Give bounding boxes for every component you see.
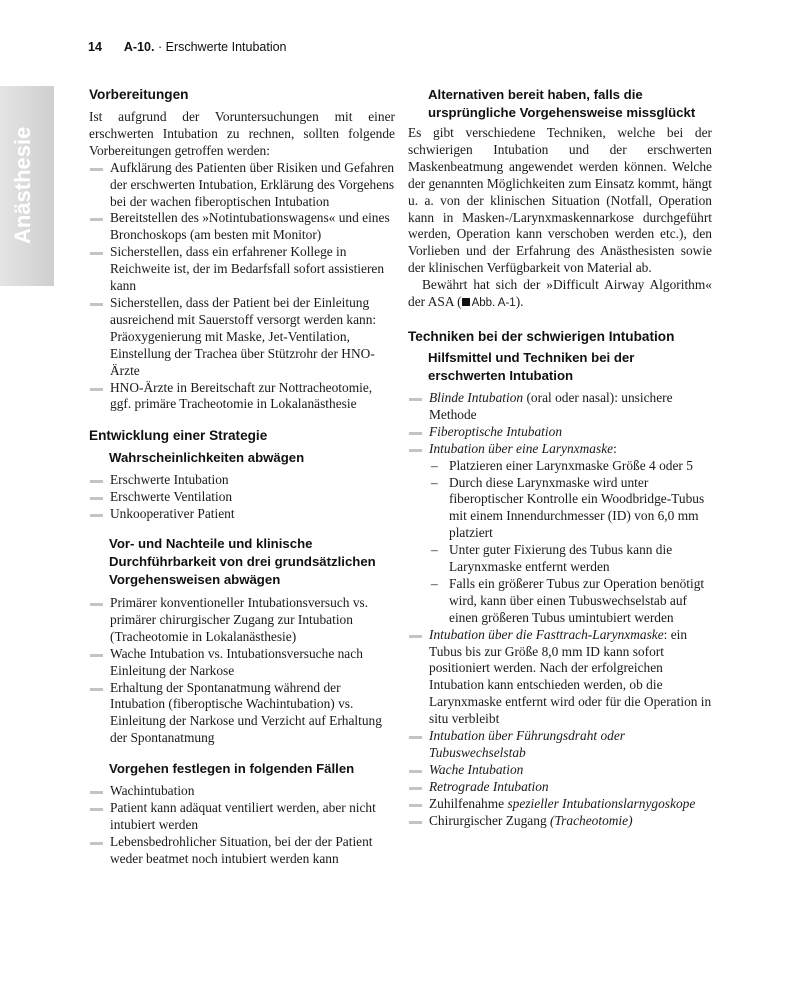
chapter-title: · Erschwerte Intubation [157, 40, 287, 54]
term: Blinde Intubation [429, 389, 524, 405]
list-item [408, 390, 712, 424]
larynxmaske-sublist [429, 458, 712, 627]
list-item [408, 762, 712, 779]
term: Retrograde Intubation [429, 778, 549, 794]
term: Fiberoptische Intubation [429, 423, 563, 439]
term-detail: Chirurgischer Zugang [429, 812, 550, 828]
list-item: Primärer konventioneller Intubationsversuch vs. primärer chirurgischer Zugang zur Intubation (Tracheotomie in Lokalanästhesie) [89, 595, 395, 646]
term: spezieller Intubationslarnygoskope [507, 795, 696, 811]
heading-hilfsmittel: Hilfsmittel und Techniken bei der erschwerten Intubation [428, 349, 635, 383]
list-item [408, 796, 712, 813]
figure-reference-icon [462, 298, 470, 306]
list-item [408, 728, 712, 762]
heading-wahrscheinlichkeiten: Wahrscheinlichkeiten abwägen [109, 450, 305, 466]
list-item: Erhaltung der Spontanatmung während der Intubation (fiberoptische Wachintubation) vs. Einleitung der Narkose und Verzicht auf Erhaltung der Spontanatmung [89, 680, 395, 748]
chapter-number: A-10. [123, 40, 155, 54]
term-detail: (oral oder nasal): unsichere Methode [429, 389, 673, 422]
list-item: Sicherstellen, dass der Patient bei der Einleitung ausreichend mit Sauerstoff versorgt werden kann: Präoxygenierung mit Maske, Jet-Ventilation, Einstellung der Trachea über Stützrohr der HNO-Ärzte [89, 295, 395, 380]
heading-vorgehen-festlegen: Vorgehen festlegen in folgenden Fällen [109, 761, 355, 777]
vorgehen-list [89, 783, 395, 868]
list-item [408, 813, 712, 830]
list-item: Aufklärung des Patienten über Risiken und Gefahren der erschwerten Intubation, Erklärung des Vorgehens bei der wachen fiberoptischen Intubation [89, 160, 395, 211]
list-item [408, 424, 712, 441]
heading-strategie: Entwicklung einer Strategie [89, 428, 268, 444]
list-item [408, 779, 712, 796]
vorgehensweisen-list [89, 595, 395, 747]
vorbereitungen-intro: Ist aufgrund der Voruntersuchungen mit einer erschwerten Intubation zu rechnen, sollten folgende Vorbereitungen getroffen werden: [89, 109, 395, 158]
list-item: Patient kann adäquat ventiliert werden, aber nicht intubiert werden [89, 800, 395, 834]
heading-vor-und-nachteile: Vor- und Nachteile und klinische Durchführbarkeit von drei grundsätzlichen Vorgehensweisen abwägen [109, 536, 376, 588]
list-item: Unkooperativer Patient [89, 506, 395, 523]
list-item: Wache Intubation vs. Intubationsversuche nach Einleitung der Narkose [89, 646, 395, 680]
heading-vorbereitungen: Vorbereitungen [89, 87, 189, 102]
running-header [88, 40, 287, 54]
term: Intubation über die Fasttrach-Larynxmaske [429, 626, 664, 642]
term: Intubation über eine Larynxmaske [429, 440, 614, 456]
term: Intubation über Führungsdraht oder Tubuswechselstab [429, 728, 626, 760]
term-detail: : ein Tubus bis zur Größe 8,0 mm ID kann sofort positioniert werden. Nach der erfolgreichen Intubation kann entschieden werden, ob die Larynxmaske entfernt wird oder für die Operation in situ verbleibt [429, 626, 712, 727]
right-column [408, 80, 712, 830]
side-tab-label [10, 210, 36, 244]
list-item: Erschwerte Ventilation [89, 489, 395, 506]
sub-list-item: – Platzieren einer Larynxmaske Größe 4 oder 5 [431, 458, 712, 475]
sub-list-item: – Unter guter Fixierung des Tubus kann die Larynxmaske entfernt werden [431, 542, 712, 576]
sub-list-item: – Falls ein größerer Tubus zur Operation benötigt wird, kann über einen Tubuswechselstab auf einen größeren Tubus umintubiert werden [431, 576, 712, 627]
alternativen-paragraph: Es gibt verschiedene Techniken, welche bei der schwierigen Intubation und der erschwerten Maskenbeatmung angewendet werden können. Welche der genannten Möglichkeiten zum Einsatz kommt, hängt u. a. von der klinischen Situation (Notfall, Operation kann in Masken-/Larynxmaskennarkose durchgeführt werden, Operation kann verschoben werden etc.), den Vorlieben und der Erfahrung des Anästhesisten sowie der klinischen Verfügbarkeit von Material ab. [408, 125, 712, 276]
asa-text: Bewährt hat sich der »Difficult Airway Algorithm« der ASA ( [408, 277, 712, 310]
page-number: 14 [88, 40, 102, 54]
sub-list-item: – Durch diese Larynxmaske wird unter fiberoptischer Kontrolle ein Woodbridge-Tubus mit einem Innendurchmesser (ID) von 6,0 mm platziert [431, 475, 712, 543]
vorbereitungen-list [89, 160, 395, 414]
list-item [408, 441, 712, 627]
list-item: Bereitstellen des »Notintubationswagens« und eines Bronchoskops (am besten mit Monitor) [89, 210, 395, 244]
heading-techniken: Techniken bei der schwierigen Intubation [408, 328, 675, 344]
techniken-list [408, 390, 712, 830]
term: (Tracheotomie) [550, 812, 633, 828]
asa-paragraph [408, 277, 712, 312]
list-item: Wachintubation [89, 783, 395, 800]
figure-reference-link[interactable]: Abb. A-1 [471, 297, 516, 310]
list-item: HNO-Ärzte in Bereitschaft zur Nottracheotomie, ggf. primäre Tracheotomie in Lokalanästhesie [89, 380, 395, 414]
wahrscheinlichkeiten-list [89, 472, 395, 523]
term-detail: Zuhilfenahme [429, 795, 508, 811]
asa-text-end: ). [515, 294, 524, 310]
heading-alternativen: Alternativen bereit haben, falls die ursprüngliche Vorgehensweise missglückt [428, 87, 696, 120]
term: Wache Intubation [429, 761, 524, 777]
list-item [408, 627, 712, 728]
list-item: Erschwerte Intubation [89, 472, 395, 489]
list-item: Lebensbedrohlicher Situation, bei der der Patient weder beatmet noch intubiert werden kann [89, 834, 395, 868]
term-detail: : [613, 440, 617, 456]
left-column [89, 80, 395, 868]
list-item: Sicherstellen, dass ein erfahrener Kollege in Reichweite ist, der im Bedarfsfall sofort assistieren kann [89, 244, 395, 295]
